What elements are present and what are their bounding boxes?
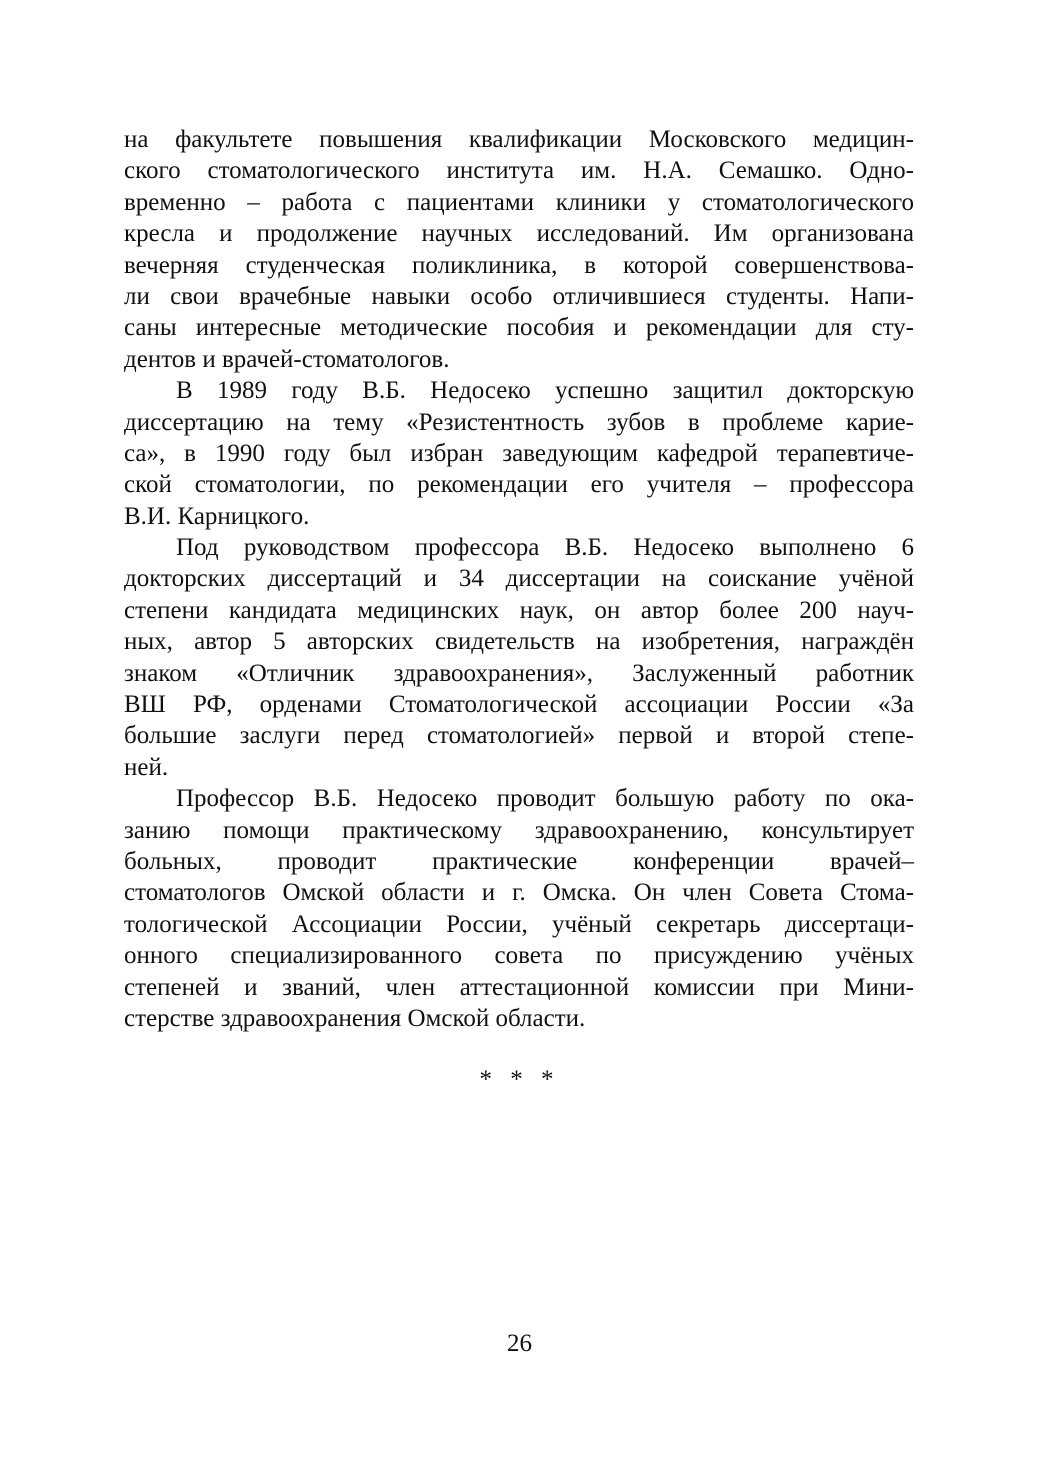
text-line: степеней и званий, член аттестационной комиссии при Мини- [124,973,914,1001]
paragraph [124,783,914,1034]
text-line: больных, проводит практические конференции врачей– [124,847,914,875]
text-line: са», в 1990 году был избран заведующим кафедрой терапевтиче- [124,439,914,467]
text-line: стоматологов Омской области и г. Омска. Он член Совета Стома- [124,879,914,907]
section-separator: * * * [479,1066,560,1093]
text-line: вечерняя студенческая поликлиника, в которой совершенствова- [124,251,914,279]
page-number: 26 [507,1330,532,1357]
text-line: В.И. Карницкого. [124,502,310,530]
text-line: саны интересные методические пособия и рекомендации для сту- [124,314,914,342]
text-line: большие заслуги перед стоматологией» первой и второй степе- [124,722,914,750]
text-line: временно – работа с пациентами клиники у стоматологического [124,188,914,216]
text-line: Под руководством профессора В.Б. Недосеко выполнено 6 [176,534,914,562]
text-line: ней. [124,753,169,781]
paragraph [124,375,914,532]
text-line: диссертацию на тему «Резистентность зубов в проблеме карие- [124,408,914,436]
text-line: ли свои врачебные навыки особо отличившиеся студенты. Напи- [124,282,914,310]
text-line: онного специализированного совета по присуждению учёных [124,942,914,970]
text-line: кресла и продолжение научных исследований. Им организована [124,220,914,248]
text-line: занию помощи практическому здравоохранению, консультирует [124,816,914,844]
paragraph [124,124,914,375]
text-line: дентов и врачей-стоматологов. [124,345,450,373]
text-line: ных, автор 5 авторских свидетельств на изобретения, награждён [124,628,914,656]
text-line: ского стоматологического института им. Н.А. Семашко. Одно- [124,157,914,185]
text-line: знаком «Отличник здравоохранения», Заслуженный работник [124,659,914,687]
text-line: стерстве здравоохранения Омской области. [124,1004,586,1032]
text-line: на факультете повышения квалификации Московского медицин- [124,126,914,153]
paragraph [124,532,914,783]
text-line: Профессор В.Б. Недосеко проводит большую работу по ока- [176,785,914,813]
text-line: докторских диссертаций и 34 диссертации на соискание учёной [124,565,914,593]
text-line: ской стоматологии, по рекомендации его учителя – профессора [124,471,914,499]
text-line: тологической Ассоциации России, учёный секретарь диссертаци- [124,910,914,938]
body-text [124,124,914,1034]
text-line: степени кандидата медицинских наук, он автор более 200 науч- [124,596,914,624]
text-line: ВШ РФ, орденами Стоматологической ассоциации России «За [124,691,914,719]
text-line: В 1989 году В.Б. Недосеко успешно защитил докторскую [176,377,914,405]
